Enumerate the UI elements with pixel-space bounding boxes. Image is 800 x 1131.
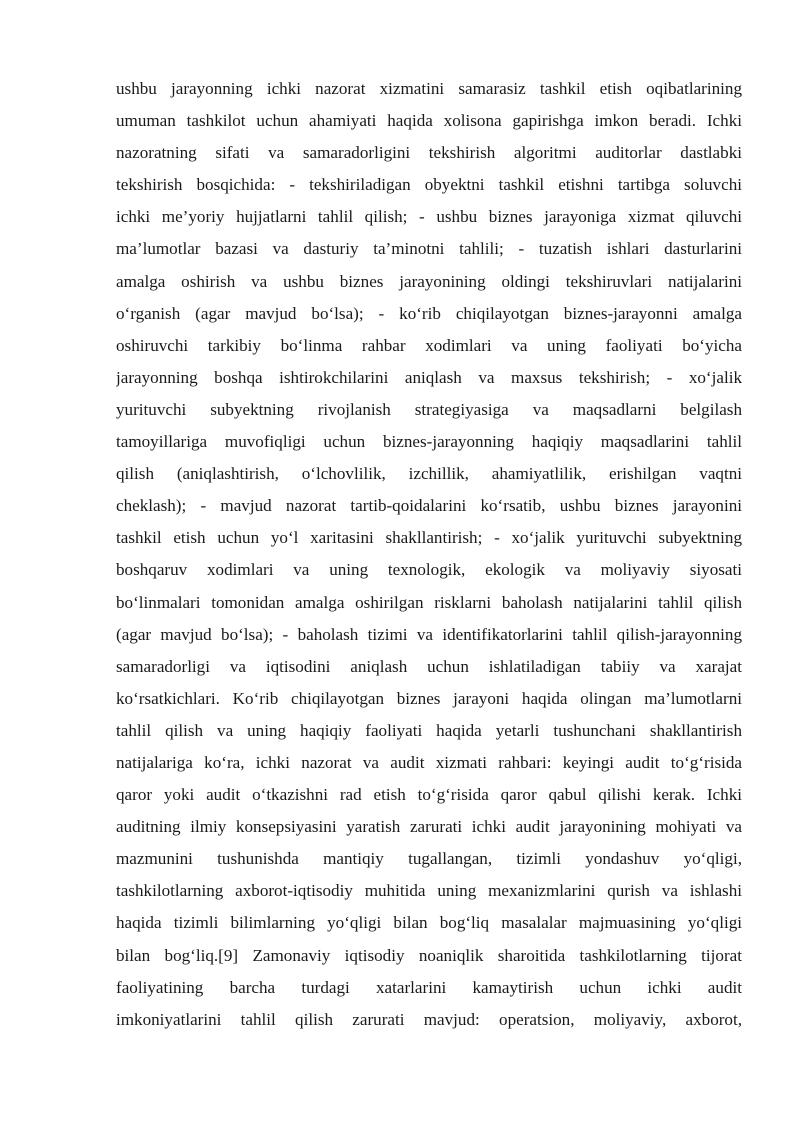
text-line-4: tekshirish bosqichida: - tekshiriladigan obyektni tashkil etishni tartibga soluvchi <box>116 175 742 195</box>
text-line-10: jarayonning boshqa ishtirokchilarini aniqlash va maxsus tekshirish; - xo‘jalik <box>116 367 742 387</box>
text-line-12: tamoyillariga muvofiqligi uchun biznes-jarayonning haqiqiy maqsadlarini tahlil <box>116 432 742 452</box>
text-line-19: samaradorligi va iqtisodini aniqlash uchun ishlatiladigan tabiiy va xarajat <box>116 656 742 676</box>
text-line-14: cheklash); - mavjud nazorat tartib-qoidalarini ko‘rsatib, ushbu biznes jarayonini <box>116 496 742 516</box>
text-line-6: ma’lumotlar bazasi va dasturiy ta’minotni tahlili; - tuzatish ishlari dasturlarini <box>116 239 742 259</box>
text-line-23: qaror yoki audit o‘tkazishni rad etish to‘g‘risida qaror qabul qilishi kerak. Ichki <box>116 785 742 805</box>
text-line-7: amalga oshirish va ushbu biznes jarayonining oldingi tekshiruvlari natijalarini <box>116 271 742 291</box>
text-line-29: faoliyatining barcha turdagi xatarlarini kamaytirish uchun ichki audit <box>116 977 742 997</box>
text-line-24: auditning ilmiy konsepsiyasini yaratish zarurati ichki audit jarayonining mohiyati va <box>116 817 742 837</box>
text-line-21: tahlil qilish va uning haqiqiy faoliyati haqida yetarli tushunchani shakllantirish <box>116 720 742 740</box>
body-text <box>116 73 742 1036</box>
text-line-9: oshiruvchi tarkibiy bo‘linma rahbar xodimlari va uning faoliyati bo‘yicha <box>116 335 742 355</box>
text-line-30: imkoniyatlarini tahlil qilish zarurati mavjud: operatsion, moliyaviy, axborot, <box>116 1009 742 1029</box>
text-line-22: natijalariga ko‘ra, ichki nazorat va audit xizmati rahbari: keyingi audit to‘g‘risida <box>116 752 742 772</box>
text-line-20: ko‘rsatkichlari. Ko‘rib chiqilayotgan biznes jarayoni haqida olingan ma’lumotlarni <box>116 688 742 708</box>
text-line-28: bilan bog‘liq.[9] Zamonaviy iqtisodiy noaniqlik sharoitida tashkilotlarning tijorat <box>116 945 742 965</box>
text-line-11: yurituvchi subyektning rivojlanish strategiyasiga va maqsadlarni belgilash <box>116 399 742 419</box>
text-line-16: boshqaruv xodimlari va uning texnologik, ekologik va moliyaviy siyosati <box>116 560 742 580</box>
text-line-3: nazoratning sifati va samaradorligini tekshirish algoritmi auditorlar dastlabki <box>116 143 742 163</box>
text-line-18: (agar mavjud bo‘lsa); - baholash tizimi va identifikatorlarini tahlil qilish-jarayonning <box>116 624 742 644</box>
text-line-2: umuman tashkilot uchun ahamiyati haqida xolisona gapirishga imkon beradi. Ichki <box>116 111 742 131</box>
text-line-5: ichki me’yoriy hujjatlarni tahlil qilish; - ushbu biznes jarayoniga xizmat qiluvchi <box>116 207 742 227</box>
text-line-13: qilish (aniqlashtirish, o‘lchovlilik, izchillik, ahamiyatlilik, erishilgan vaqtni <box>116 464 742 484</box>
text-line-25: mazmunini tushunishda mantiqiy tugallangan, tizimli yondashuv yo‘qligi, <box>116 849 742 869</box>
text-line-1: ushbu jarayonning ichki nazorat xizmatini samarasiz tashkil etish oqibatlarining <box>116 79 742 98</box>
text-line-8: o‘rganish (agar mavjud bo‘lsa); - ko‘rib chiqilayotgan biznes-jarayonni amalga <box>116 303 742 323</box>
text-line-17: bo‘linmalari tomonidan amalga oshirilgan risklarni baholash natijalarini tahlil qilish <box>116 592 742 612</box>
text-line-27: haqida tizimli bilimlarning yo‘qligi bilan bog‘liq masalalar majmuasining yo‘qligi <box>116 913 742 933</box>
text-line-26: tashkilotlarning axborot-iqtisodiy muhitida uning mexanizmlarini qurish va ishlashi <box>116 881 742 901</box>
text-line-15: tashkil etish uchun yo‘l xaritasini shakllantirish; - xo‘jalik yurituvchi subyektning <box>116 528 742 548</box>
